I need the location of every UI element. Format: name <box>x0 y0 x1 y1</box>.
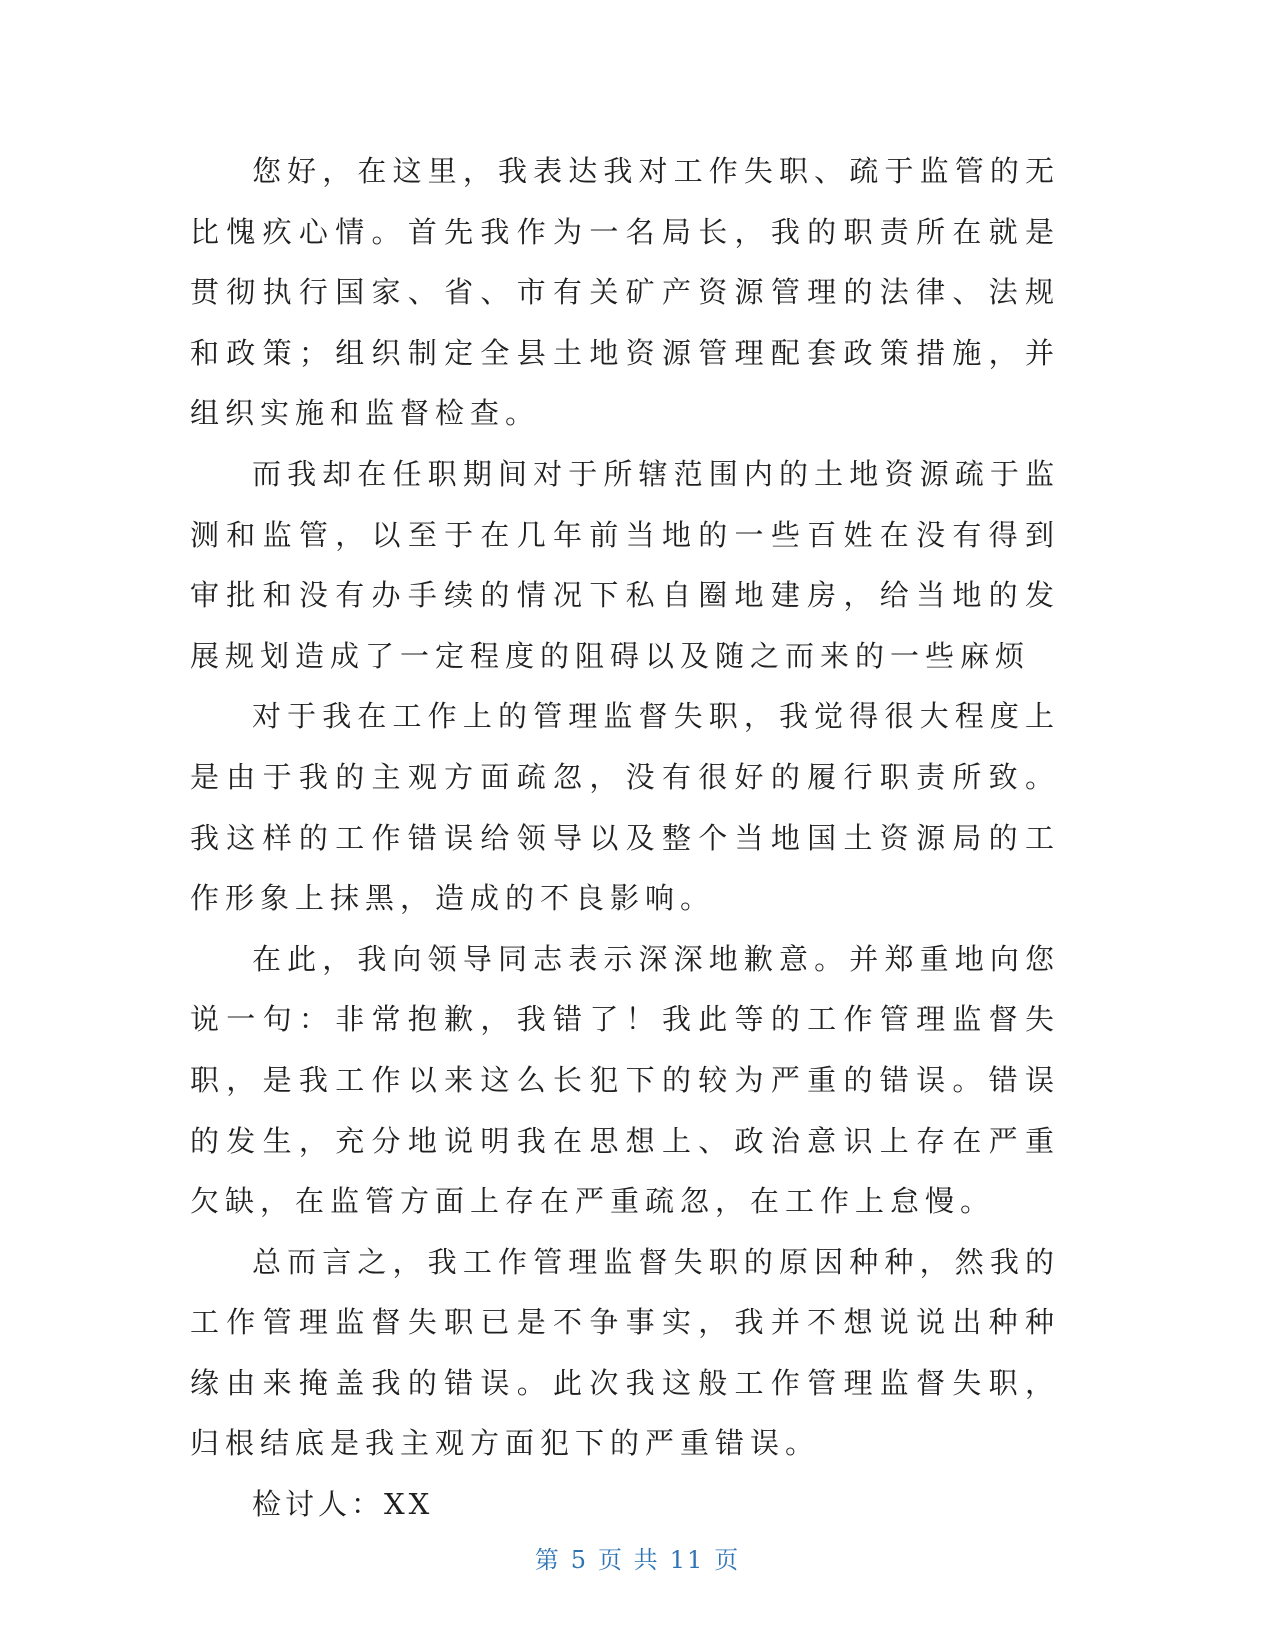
paragraph-4: 在此，我向领导同志表示深深地歉意。并郑重地向您说一句：非常抱歉，我错了！我此等的工作管理监督失职，是我工作以来这么长犯下的较为严重的错误。错误的发生，充分地说明我在思想上、政治意识上存在严重欠缺，在监管方面上存在严重疏忽，在工作上怠慢。 <box>190 941 1060 1219</box>
signature-line: 检讨人：XX <box>252 1487 434 1522</box>
footer-page-number: 5 <box>570 1546 589 1574</box>
footer-prefix: 第 <box>534 1546 561 1574</box>
paragraph-5: 总而言之，我工作管理监督失职的原因种种，然我的工作管理监督失职已是不争事实，我并不想说说出种种缘由来掩盖我的错误。此次我这般工作管理监督失职，归根结底是我主观方面犯下的严重错误。 <box>190 1244 1060 1461</box>
paragraph-1: 您好，在这里，我表达我对工作失职、疏于监管的无比愧疚心情。首先我作为一名局长，我的职责所在就是贯彻执行国家、省、市有关矿产资源管理的法律、法规和政策；组织制定全县土地资源管理配套政策措施，并组织实施和监督检查。 <box>190 154 1060 431</box>
footer-suffix: 页 <box>714 1546 741 1574</box>
footer-total-pages: 11 <box>669 1546 705 1574</box>
document-body <box>190 141 1060 1535</box>
paragraph-2: 而我却在任职期间对于所辖范围内的土地资源疏于监测和监管，以至于在几年前当地的一些百姓在没有得到审批和没有办手续的情况下私自圈地建房，给当地的发展规划造成了一定程度的阻碍以及随之而来的一些麻烦 <box>190 456 1060 673</box>
footer-middle: 页 共 <box>598 1546 660 1574</box>
paragraph-3: 对于我在工作上的管理监督失职，我觉得很大程度上是由于我的主观方面疏忽，没有很好的履行职责所致。我这样的工作错误给领导以及整个当地国土资源局的工作形象上抹黑，造成的不良影响。 <box>190 699 1060 916</box>
page-footer <box>0 1540 1275 1575</box>
